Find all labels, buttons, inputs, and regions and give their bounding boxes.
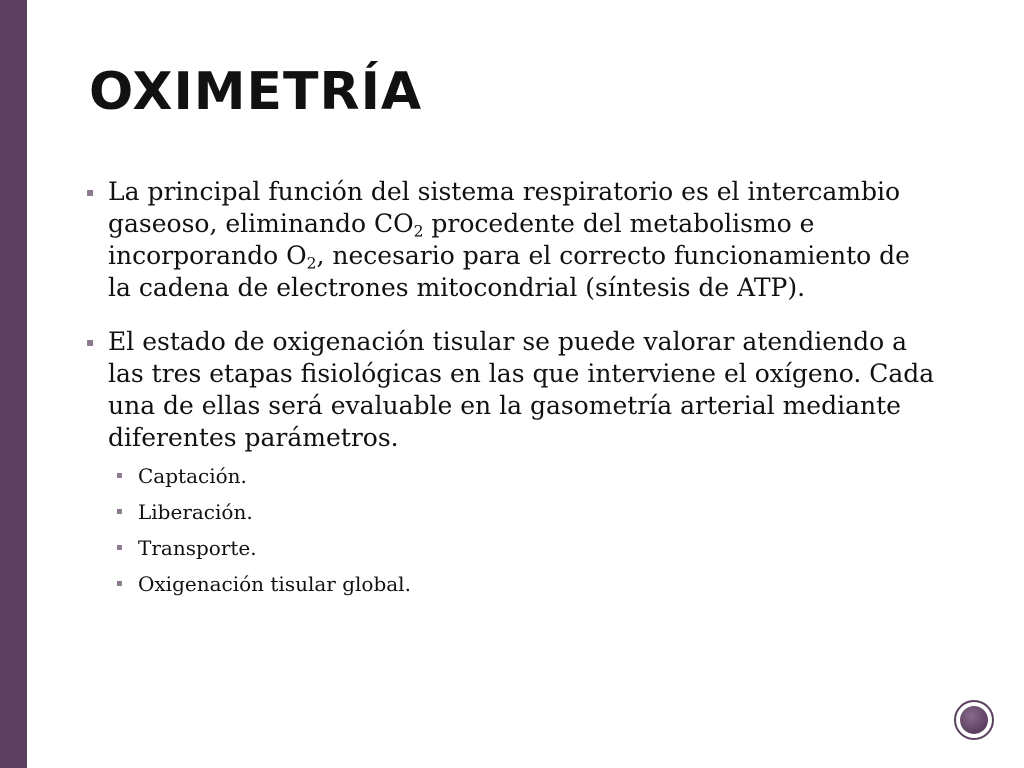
sub-bullet-text: Transporte.	[138, 536, 257, 560]
slide-title: OXIMETRÍA	[89, 62, 423, 122]
bullet-item	[86, 326, 936, 454]
left-accent-bar	[0, 0, 27, 768]
square-bullet-icon: ▪	[86, 185, 95, 199]
subscript: 2	[413, 222, 424, 241]
sub-bullet-item	[86, 566, 936, 602]
square-bullet-icon: ▪	[116, 542, 123, 553]
bullet-text: El estado de oxigenación tisular se puede valorar atendiendo a las tres etapas fisiológicas en las que interviene el oxígeno. Cada una de ellas será evaluable en la gasometría arterial mediante diferentes parámetros.	[108, 327, 935, 452]
subscript: 2	[306, 254, 317, 273]
bullet-text-part: procedente del metabolismo e incorporando O	[108, 209, 815, 270]
sub-bullet-item	[86, 494, 936, 530]
bullet-text-part: , necesario para el correcto funcionamiento de la cadena de electrones mitocondrial (síntesis de ATP).	[108, 241, 910, 302]
sub-bullet-item	[86, 530, 936, 566]
slide-content	[86, 176, 936, 602]
square-bullet-icon: ▪	[116, 578, 123, 589]
square-bullet-icon: ▪	[116, 506, 123, 517]
sub-bullet-text: Liberación.	[138, 500, 253, 524]
bullet-item	[86, 176, 936, 304]
bullet-text-part: La principal función del sistema respiratorio es el intercambio gaseoso, eliminando CO	[108, 177, 901, 238]
nav-circle-fill	[960, 706, 988, 734]
sub-bullet-item	[86, 458, 936, 494]
sub-bullet-text: Captación.	[138, 464, 247, 488]
slide-nav-circle-icon[interactable]	[954, 700, 994, 740]
square-bullet-icon: ▪	[116, 470, 123, 481]
square-bullet-icon: ▪	[86, 335, 95, 349]
sub-bullet-text: Oxigenación tisular global.	[138, 572, 411, 596]
